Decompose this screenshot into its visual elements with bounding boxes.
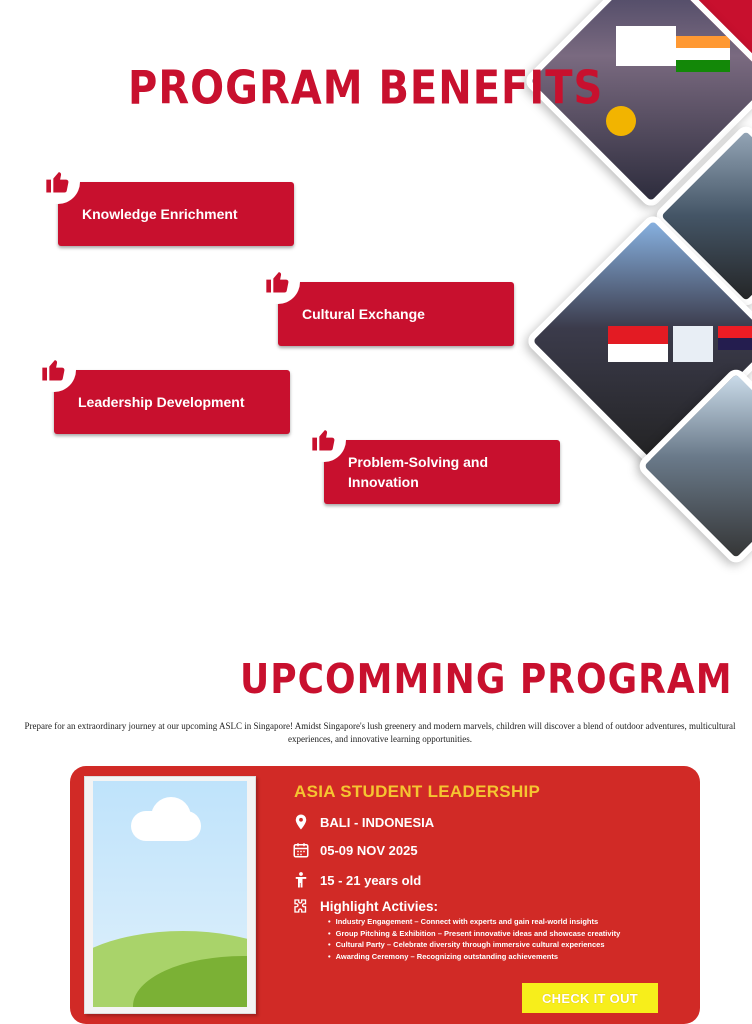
upcoming-intro-text: Prepare for an extraordinary journey at our upcoming ASLC in Singapore! Amidst Singapore's lush greenery and modern marvels, children will discover a blend of outdoor adventures, multicultural experiences, and innovative learning opportunities. bbox=[24, 721, 736, 744]
thumbs-up-icon bbox=[36, 160, 80, 204]
benefit-label: Problem-Solving and Innovation bbox=[348, 454, 489, 490]
thumbs-up-icon bbox=[32, 348, 76, 392]
program-dates bbox=[292, 841, 418, 859]
program-photo-frame bbox=[84, 776, 256, 1014]
upcoming-title: UPCOMMING PROGRAM bbox=[240, 656, 733, 704]
location-pin-icon bbox=[292, 813, 310, 831]
benefit-culture-card bbox=[278, 282, 514, 346]
thumbs-up-icon bbox=[302, 418, 346, 462]
program-card bbox=[70, 766, 700, 1024]
list-item: • Awarding Ceremony – Recognizing outstanding achievements bbox=[328, 951, 620, 963]
calendar-icon bbox=[292, 841, 310, 859]
list-item: • Industry Engagement – Connect with experts and gain real-world insights bbox=[328, 916, 620, 928]
image-placeholder-icon bbox=[93, 781, 247, 1007]
person-icon bbox=[292, 871, 310, 889]
benefit-label: Leadership Development bbox=[78, 394, 245, 410]
highlights-title: Highlight Activies: bbox=[320, 898, 439, 914]
benefit-problem-solving-card bbox=[324, 440, 560, 504]
benefit-label: Knowledge Enrichment bbox=[82, 206, 238, 222]
list-item: • Group Pitching & Exhibition – Present innovative ideas and showcase creativity bbox=[328, 928, 620, 940]
program-dates-text: 05-09 NOV 2025 bbox=[320, 842, 418, 858]
program-title: ASIA STUDENT LEADERSHIP bbox=[294, 782, 541, 801]
benefit-leadership-card bbox=[54, 370, 290, 434]
benefit-knowledge-card bbox=[58, 182, 294, 246]
program-location bbox=[292, 813, 434, 831]
program-age-text: 15 - 21 years old bbox=[320, 872, 422, 888]
list-item: • Cultural Party – Celebrate diversity through immersive cultural experiences bbox=[328, 939, 620, 951]
puzzle-icon bbox=[292, 897, 310, 915]
program-location-text: BALI - INDONESIA bbox=[320, 814, 435, 830]
benefit-label: Cultural Exchange bbox=[302, 306, 425, 322]
check-it-out-button[interactable]: CHECK IT OUT bbox=[522, 983, 658, 1013]
thumbs-up-icon bbox=[256, 260, 300, 304]
benefits-title: PROGRAM BENEFITS bbox=[128, 62, 604, 115]
highlights-list bbox=[328, 916, 620, 962]
program-age bbox=[292, 871, 421, 889]
program-highlights-heading bbox=[292, 897, 438, 915]
